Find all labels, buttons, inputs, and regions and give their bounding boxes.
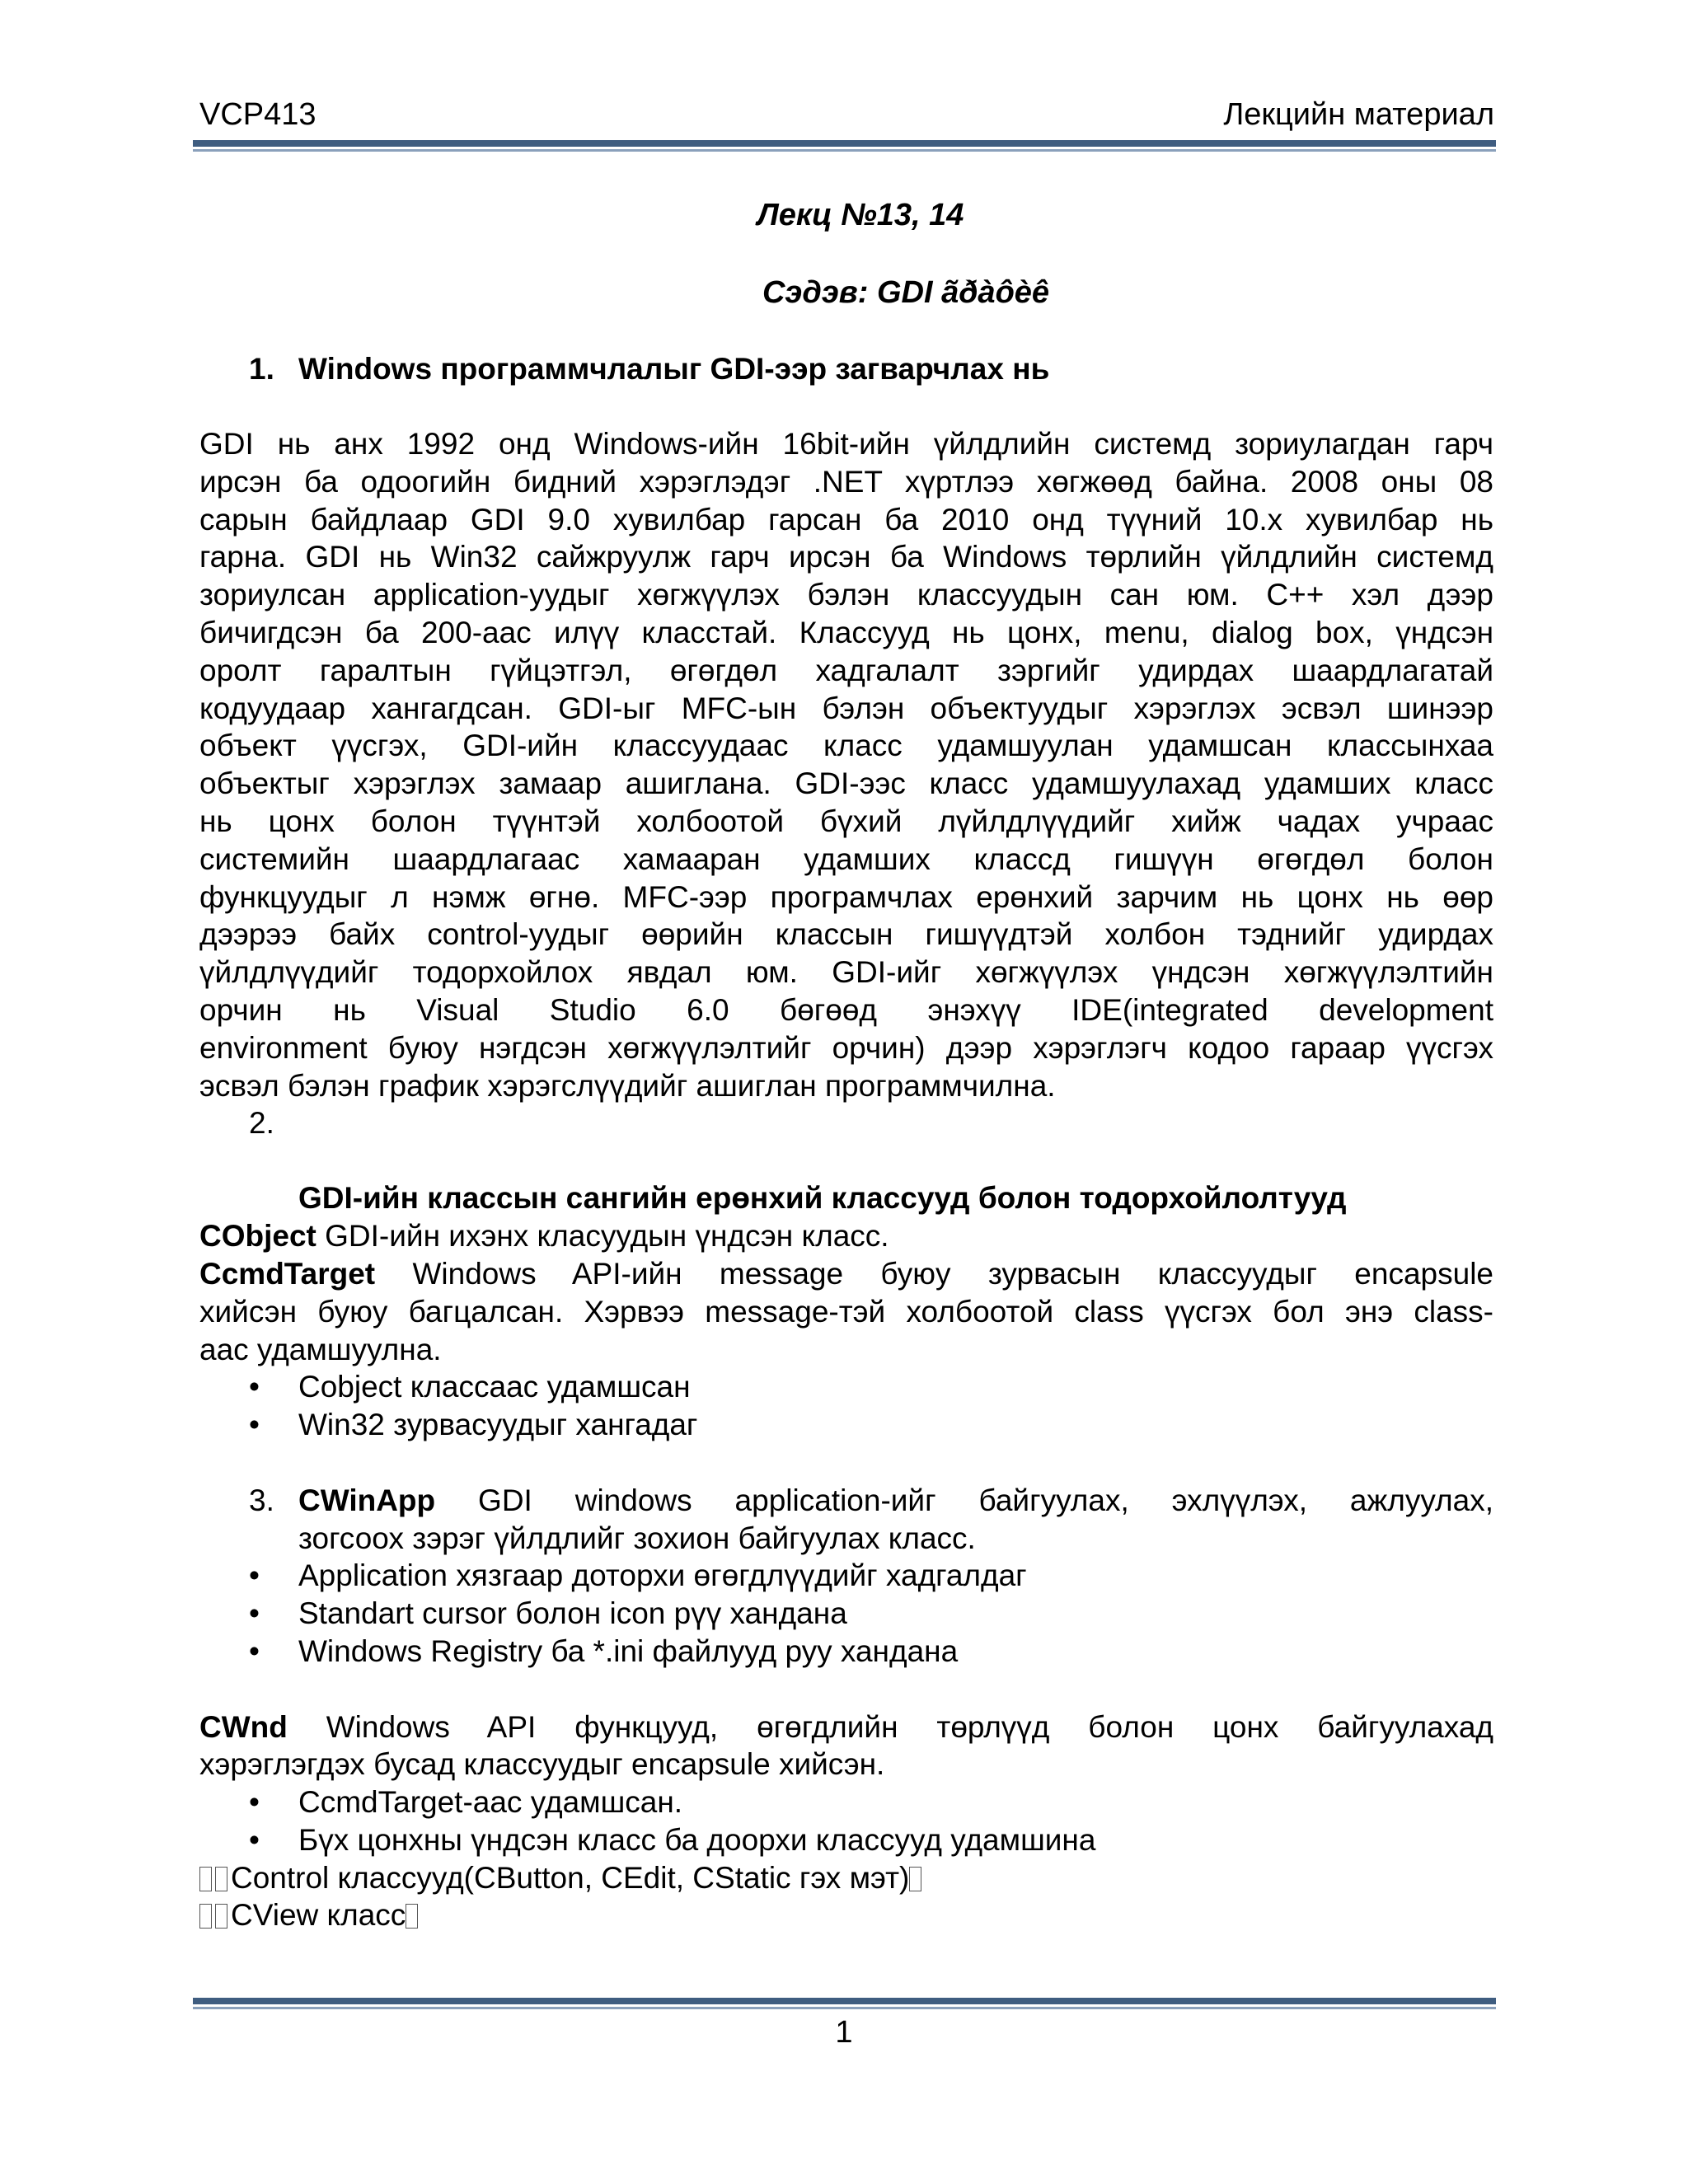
paragraph-line: үйлдлүүдийг тодорхойлох явдал юм. GDI-ийг хөгжүүлэх үндсэн хөгжүүлэлтийн (199, 955, 1493, 990)
cwnd-extra-line: Control классууд(CButton, CEdit, CStatic гэх мэт) (199, 1859, 1493, 1897)
missing-glyph-box (199, 1867, 212, 1891)
paragraph-line: функцуудыг л нэмж өгнө. MFC-ээр програмчлах ерөнхий зарчим нь цонх нь өөр (199, 879, 1493, 914)
paragraph-line: объект үүсгэх, GDI-ийн классуудаас класс удамшуулан удамшсан классынхаа (199, 729, 1493, 763)
page-number: 1 (835, 2015, 853, 2050)
paragraph-line: кодуудаар хангагдсан. GDI-ыг MFC-ын бэлэн объектуудыг хэрэглэх эсвэл шинээр (199, 691, 1493, 725)
missing-glyph-box (199, 1904, 212, 1929)
cwinapp-definition: 3. CWinApp GDI windows application-ийг байгуулах, эхлүүлэх, ажлуулах, зогсоох зэрэг үйлдлийг зохион байгуулах класс. (249, 1483, 1493, 1555)
missing-glyph-box (909, 1867, 921, 1891)
missing-glyph-box (215, 1904, 227, 1929)
missing-glyph-box (215, 1867, 227, 1891)
footer-rule (193, 1998, 1496, 2009)
cwinapp-bullets (199, 1557, 1493, 1670)
list-item: • Win32 зурвасуудыг хангадаг (249, 1408, 698, 1442)
page-header-right: Лекцийн материал (1223, 97, 1494, 132)
cwnd-definition: CWnd Windows API функцууд, өгөгдлийн төрлүүд болон цонх байгуулахад хэрэглэгдэх бусад классуудыг encapsule хийсэн. (199, 1709, 1493, 1782)
paragraph-line: эсвэл бэлэн график хэрэгслүүдийг ашиглан программчилна. (199, 1068, 1056, 1103)
paragraph-line: environment буюу нэгдсэн хөгжүүлэлтийг орчин) дээр хэрэглэгч кодоо гараар үүсгэх (199, 1030, 1493, 1065)
paragraph-line: GDI нь анх 1992 онд Windows-ийн 16bit-ийн үйлдлийн системд зориулагдан гарч (199, 427, 1493, 461)
ccmdtarget-definition: CcmdTarget Windows API-ийн message буюу зурвасын классуудыг encapsule хийсэн буюу багцалсан. Хэрвээ message-тэй холбоотой class үүсгэх бол энэ class- аас удамшуулна. (199, 1256, 1493, 1366)
section-1-heading: 1. Windows программчлалыг GDI-ээр загварчлах нь (249, 352, 1050, 386)
paragraph-line: нь цонх болон түүнтэй холбоотой бүхий лүйлдлүүдийг хийж чадах учраас (199, 804, 1493, 838)
paragraph-line: зориулсан application-уудыг хөгжүүлэх бэлэн классуудын сан юм. C++ хэл дээр (199, 578, 1493, 612)
paragraph-line: бичигдсэн ба 200-аас илүү класстай. Классууд нь цонх, menu, dialog box, үндсэн (199, 615, 1493, 649)
list-item: • Cobject классаас удамшсан (249, 1370, 691, 1404)
lecture-subtitle: Сэдэв: GDI ãðàôèê (762, 275, 1050, 310)
intro-paragraph (199, 425, 1493, 1104)
list-item: • Бүх цонхны үндсэн класс ба доорхи классууд удамшина (249, 1822, 1096, 1857)
paragraph-line: гарна. GDI нь Win32 сайжруулж гарч ирсэн ба Windows төрлийн үйлдлийн системд (199, 540, 1493, 574)
cwnd-extra-line: CView класс (199, 1896, 1493, 1934)
paragraph-line: сарын байдлаар GDI 9.0 хувилбар гарсан ба 2010 онд түүний 10.x хувилбар нь (199, 502, 1493, 537)
cobject-definition: CObject GDI-ийн ихэнх класуудын үндсэн класс. (199, 1219, 889, 1254)
paragraph-line: дээрээ байх control-уудыг өөрийн классын гишүүдтэй холбон тэднийг удирдах (199, 917, 1493, 952)
list-item: • CcmdTarget-аас удамшсан. (249, 1785, 683, 1820)
paragraph-line: орчин нь Visual Studio 6.0 бөгөөд энэхүү IDE(integrated development (199, 992, 1493, 1027)
term-cwnd: CWnd (199, 1709, 288, 1744)
cwnd-bullets (199, 1783, 1493, 1859)
list-item: • Application хязгаар доторхи өгөгдлүүдийг хадгалдаг (249, 1558, 1027, 1593)
header-rule (193, 140, 1496, 152)
missing-glyph-box (406, 1904, 418, 1929)
lecture-title: Лекц №13, 14 (757, 198, 964, 232)
document-body (199, 350, 1493, 1934)
paragraph-line: оролт гаралтын гүйцэтгэл, өгөгдөл хадгалалт зэргийг удирдах шаардлагатай (199, 653, 1493, 687)
list-item: • Standart cursor болон icon рүү хандана (249, 1596, 847, 1631)
ccmdtarget-bullets (199, 1368, 1493, 1444)
term-cobject: CObject (199, 1219, 316, 1254)
term-cwinapp: CWinApp (298, 1483, 436, 1517)
paragraph-line: системийн шаардлагаас хамааран удамших классд гишүүн өгөгдөл болон (199, 841, 1493, 876)
page-header-left: VCP413 (199, 97, 316, 132)
list-item: • Windows Registry ба *.ini файлууд руу хандана (249, 1633, 959, 1668)
paragraph-line: ирсэн ба одоогийн бидний хэрэглэдэг .NET хүртлээ хөгжөөд байна. 2008 оны 08 (199, 464, 1493, 499)
section-2-number: 2. (249, 1106, 274, 1141)
section-2-heading: GDI-ийн классын сангийн ерөнхий классууд болон тодорхойлолтууд (298, 1181, 1347, 1216)
paragraph-line: объектыг хэрэглэх замаар ашиглана. GDI-ээс класс удамшуулахад удамших класс (199, 766, 1493, 801)
term-ccmdtarget: CcmdTarget (199, 1256, 376, 1291)
